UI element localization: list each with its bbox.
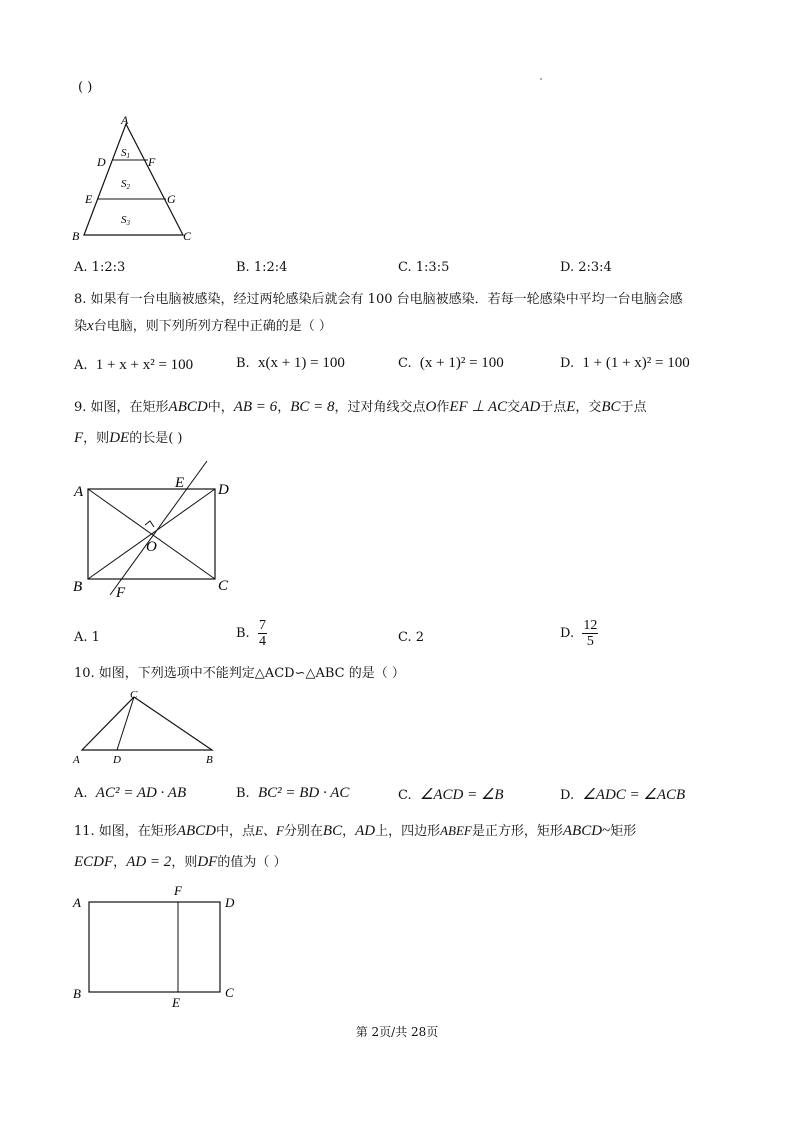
- q9-line1: 9. 如图，在矩形ABCD中，AB = 6，BC = 8，过对角线交点O作EF ⊥ AC交AD于点E，交BC于点: [74, 399, 647, 415]
- label-c: C: [218, 578, 229, 594]
- line-ef: [110, 461, 207, 595]
- option-expr: x(x + 1) = 100: [257, 355, 345, 371]
- q8-stem: [74, 286, 724, 340]
- q7-option-c[interactable]: [398, 260, 449, 275]
- label-a: A: [73, 895, 81, 910]
- q9-line2: F，则DE的长是( ): [74, 430, 183, 446]
- q10-stem: 10. 如图，下列选项中不能判定△ACD∽△ABC 的是（ ）: [74, 666, 405, 681]
- option-text: 1:3:5: [415, 260, 450, 275]
- label-c: C: [183, 229, 192, 243]
- fraction-12-5: $\frac{12}{5}$: [583, 618, 598, 649]
- fraction-7-4: $\frac{7}{4}$: [258, 618, 266, 649]
- q10-option-c[interactable]: C. ∠ACD = ∠B: [398, 787, 504, 803]
- q8-line2: 染x台电脑，则下列所列方程中正确的是（ ）: [74, 318, 332, 334]
- label-f: F: [148, 155, 156, 169]
- q11-line2: ECDF，AD = 2，则DF的值为（ ）: [74, 854, 287, 870]
- q9-stem: [74, 392, 724, 454]
- label-s1: S1: [121, 147, 130, 160]
- option-expr: (x + 1)² = 100: [419, 355, 504, 371]
- label-d: D: [218, 482, 229, 498]
- option-text: 2:3:4: [578, 260, 612, 275]
- label-o: O: [146, 539, 157, 555]
- label-b: B: [73, 579, 83, 595]
- label-a: A: [74, 484, 84, 500]
- option-expr: 1 + (1 + x)² = 100: [582, 355, 690, 371]
- q9-option-d[interactable]: D. $\frac{12}{5}$: [560, 618, 598, 649]
- q8-option-d[interactable]: D. 1 + (1 + x)² = 100: [560, 355, 690, 371]
- q7-option-d[interactable]: [560, 260, 612, 275]
- triangle-abc: [84, 124, 183, 235]
- q9-option-a[interactable]: A. 1: [74, 630, 100, 645]
- q8-option-b[interactable]: B. x(x + 1) = 100: [236, 355, 345, 371]
- q8-option-c[interactable]: C. (x + 1)² = 100: [398, 355, 504, 371]
- rect-abcd: [89, 902, 220, 992]
- q10-option-d[interactable]: D. ∠ADC = ∠ACB: [560, 787, 686, 803]
- label-f: F: [174, 883, 182, 898]
- q7-answer-bracket: ( ): [78, 80, 93, 95]
- option-text: 1:2:3: [91, 260, 126, 275]
- option-letter: B.: [236, 260, 250, 275]
- q11-stem: [74, 816, 724, 878]
- q8-option-a[interactable]: A. 1 + x + x² = 100: [74, 357, 194, 373]
- label-b: B: [206, 754, 213, 766]
- label-e: E: [85, 192, 93, 206]
- label-a: A: [73, 754, 80, 766]
- label-b: B: [72, 229, 80, 243]
- label-d: D: [113, 754, 121, 766]
- option-expr: BC² = BD · AC: [257, 785, 350, 801]
- q10-triangle-figure: [68, 688, 228, 768]
- label-a: A: [121, 113, 129, 127]
- triangle-abc: [82, 697, 212, 750]
- option-expr: 1 + x + x² = 100: [95, 357, 194, 373]
- option-expr: AC² = AD · AB: [95, 785, 187, 801]
- q9-option-c[interactable]: C. 2: [398, 630, 425, 645]
- q9-option-b[interactable]: B. $\frac{7}{4}$: [236, 618, 266, 649]
- label-s3: S3: [121, 214, 130, 227]
- option-text: 2: [415, 630, 425, 645]
- label-c: C: [225, 985, 234, 1000]
- label-e: E: [172, 995, 180, 1010]
- q10-option-a[interactable]: A. AC² = AD · AB: [74, 785, 187, 801]
- option-expr: ∠ACD = ∠B: [419, 787, 504, 803]
- q9-rectangle-figure: [68, 455, 248, 605]
- option-letter: A.: [74, 260, 88, 275]
- label-e: E: [175, 475, 185, 491]
- q8-line1: 8. 如果有一台电脑被感染，经过两轮感染后就会有 100 台电脑被感染．若每一轮感染中平均一台电脑会感: [74, 292, 683, 307]
- label-d: D: [97, 155, 106, 169]
- q7-option-a[interactable]: [74, 260, 125, 275]
- scan-speck: [540, 78, 542, 80]
- label-d: D: [225, 895, 235, 910]
- option-letter: C.: [398, 260, 412, 275]
- label-f: F: [116, 585, 126, 601]
- label-c: C: [130, 689, 138, 701]
- label-g: G: [167, 192, 176, 206]
- option-text: 1:2:4: [253, 260, 288, 275]
- label-s2: S2: [121, 178, 130, 191]
- q11-rectangle-figure: [68, 880, 248, 1012]
- option-text: 1: [91, 630, 100, 645]
- q10-option-b[interactable]: B. BC² = BD · AC: [236, 785, 350, 801]
- q7-option-b[interactable]: [236, 260, 287, 275]
- option-letter: D.: [560, 260, 575, 275]
- q11-line1: 11. 如图，在矩形ABCD中，点E、F分别在BC，AD上，四边形ABEF是正方形，矩形ABCD~矩形: [74, 823, 637, 839]
- q7-triangle-figure: [68, 112, 198, 244]
- option-expr: ∠ADC = ∠ACB: [582, 787, 686, 803]
- right-angle-mark: [145, 521, 154, 527]
- label-b: B: [73, 986, 81, 1001]
- page-footer: 第 2页/共 28页: [355, 1025, 439, 1039]
